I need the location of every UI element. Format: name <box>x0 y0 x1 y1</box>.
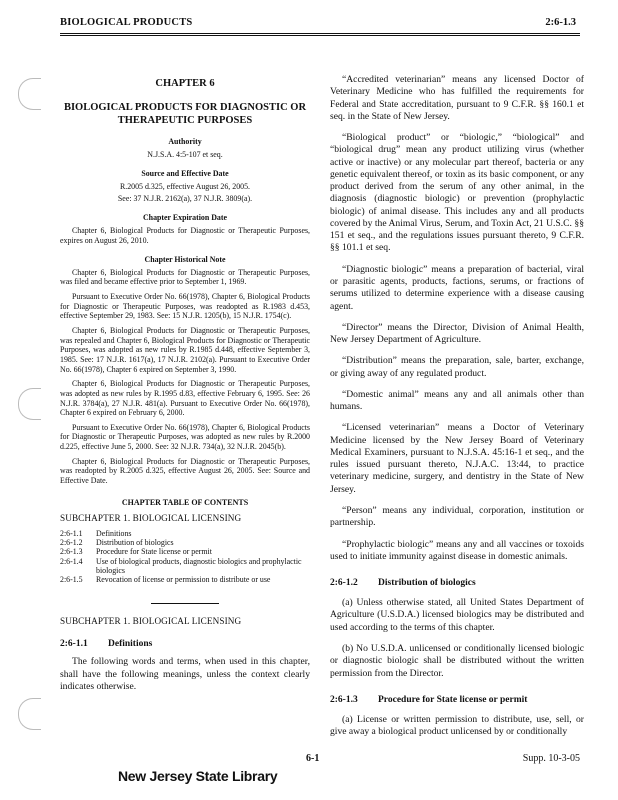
toc-title: CHAPTER TABLE OF CONTENTS <box>121 497 249 507</box>
section-divider <box>151 603 219 604</box>
page-number: 6-1 <box>306 753 320 764</box>
history-paragraph: Chapter 6, Biological Products for Diagnostic or Therapeutic Purposes, was repealed and Chapter 6, Biological Products for Diagnostic or Therapeutic Purposes, was adopted as new rules by R.1985 d.448, effective September 3, 1985. See: 17 N.J.R. 1617(a), 17 N.J.R. 2102(a). Pursuant to Executive Order No. 66(1978), Chapter 6 expired on September 3, 1990. <box>60 326 310 374</box>
toc-entry: Procedure for State license or permit <box>96 547 212 557</box>
left-column <box>60 70 310 698</box>
section-text: The following words and terms, when used in this chapter, shall have the following meanings, unless the context clearly indicates otherwise. <box>60 656 310 692</box>
authority-text: N.J.S.A. 4:5-107 et seq. <box>147 149 223 159</box>
section-paragraph: (a) License or written permission to distribute, use, sell, or give away a biological product unlicensed by or conditionally <box>330 713 584 738</box>
section-heading <box>330 577 584 589</box>
library-stamp: New Jersey State Library <box>118 768 278 784</box>
definition-paragraph: “Accredited veterinarian” means any licensed Doctor of Veterinary Medicine who has fulfilled the requirements for Federal and State accreditation, pursuant to 9 C.F.R. §§ 160.1 et seq. in the State of New Jersey. <box>330 74 584 122</box>
definition-paragraph: “Diagnostic biologic” means a preparation of bacterial, viral or parasitic agents, products, factions, serums, or fractions of serums utilized to determine experience with a disease causing agent. <box>330 263 584 312</box>
toc-row <box>60 529 310 538</box>
definition-paragraph: “Director” means the Director, Division of Animal Health, New Jersey Department of Agriculture. <box>330 321 584 346</box>
punch-hole-mark <box>18 78 41 110</box>
header-rule <box>60 33 580 36</box>
toc-number: 2:6-1.1 <box>60 528 83 538</box>
right-column <box>330 74 584 747</box>
punch-hole-mark <box>18 388 41 420</box>
definition-paragraph: “Biological product” or “biologic,” “biological” and “biological drug” mean any product utilizing virus (whether active or inactive) or any molecular part thereof, bacteria or any genetic equivalent thereof, or toxin as its basic component, or any product derived from the serum of any other animal, in the diagnosis (diagnostic biologic) or prevention (prophylactic biologic) of animal disease. This includes any and all products covered by the Animal Virus, Serum, and Toxin Act, 21 U.S.C. §§ 151 et seq., and the regulations issues pursuant thereto, 9 C.F.R. §§ 101.1 et seq. <box>330 132 584 254</box>
expiration-text: Chapter 6, Biological Products for Diagnostic or Therapeutic Purposes, expires on August 26, 2010. <box>60 225 310 245</box>
section-paragraph: (a) Unless otherwise stated, all United States Department of Agriculture (U.S.D.A.) licensed biologics may be distributed and used according to the terms of this chapter. <box>330 597 584 633</box>
toc-number: 2:6-1.5 <box>60 575 83 585</box>
source-heading: Source and Effective Date <box>141 169 229 179</box>
toc-entry: Revocation of license or permission to distribute or use <box>96 575 271 585</box>
section-title: Definitions <box>108 638 153 649</box>
history-paragraph: Chapter 6, Biological Products for Diagnostic or Therapeutic Purposes, was adopted as new rules by R.1995 d.83, effective February 6, 1995. See: 26 N.J.R. 3784(a), 27 N.J.R. 481(a). Pursuant to Executive Order No. 66(1978), Chapter 6 expired on February 6, 2000. <box>60 379 310 418</box>
section-title: Distribution of biologics <box>378 578 476 589</box>
toc-subchapter: SUBCHAPTER 1. BIOLOGICAL LICENSING <box>60 513 242 524</box>
history-paragraph: Pursuant to Executive Order No. 66(1978), Chapter 6, Biological Products for Diagnostic or Therapeutic Purposes, was readopted as R.1983 d.453, effective September 29, 1983. See: 15 N.J.R. 1205(b), 15 N.J.R. 1754(c). <box>60 292 310 321</box>
toc-row <box>60 547 310 556</box>
section-number: 2:6-1.3 <box>330 694 358 705</box>
toc-entry: Use of biological products, diagnostic biologics and prophylactic biologics <box>96 556 302 575</box>
definition-paragraph: “Distribution” means the preparation, sale, barter, exchange, or giving away of any regulated product. <box>330 355 584 379</box>
toc-entry: Distribution of biologics <box>96 537 174 547</box>
section-number: 2:6-1.2 <box>330 578 358 589</box>
definition-paragraph: “Prophylactic biologic” means any and all vaccines or toxoids used to initiate immunity against disease in domestic animals. <box>330 538 584 562</box>
toc-row <box>60 557 310 576</box>
section-number: 2:6-1.1 <box>60 638 88 649</box>
toc-number: 2:6-1.2 <box>60 537 83 547</box>
subchapter-heading: SUBCHAPTER 1. BIOLOGICAL LICENSING <box>60 615 242 626</box>
toc-number: 2:6-1.4 <box>60 556 83 566</box>
history-paragraph: Chapter 6, Biological Products for Diagnostic or Therapeutic Purposes, was filed and became effective prior to September 1, 1969. <box>60 267 310 287</box>
history-paragraph: Pursuant to Executive Order No. 66(1978), Chapter 6, Biological Products for Diagnostic or Therapeutic Purposes, was adopted as new rules by R.2000 d.225, effective June 5, 2000. See: 32 N.J.R. 734(a), 32 N.J.R. 2045(b). <box>60 422 310 452</box>
definition-paragraph: “Licensed veterinarian” means a Doctor of Veterinary Medicine licensed by the New Jersey Board of Veterinary Medical Examiners, pursuant to N.J.S.A. 45:16-1 et seq., and the rules issued pursuant thereto, N.J.A.C. 13:44, to practice veterinary medicine, surgery, and dentistry in the State of New Jersey. <box>330 422 584 495</box>
history-paragraph: Chapter 6, Biological Products for Diagnostic or Therapeutic Purposes, was readopted by R.2005 d.325, effective August 26, 2005. See: Source and Effective Date. <box>60 456 310 485</box>
history-heading: Chapter Historical Note <box>144 255 226 265</box>
expiration-heading: Chapter Expiration Date <box>142 213 228 223</box>
supplement-date: Supp. 10-3-05 <box>522 753 580 764</box>
section-paragraph: (b) No U.S.D.A. unlicensed or conditionally licensed biologic or diagnostic biologic shall be distributed without the written permission from the Director. <box>330 642 584 679</box>
running-header-title: BIOLOGICAL PRODUCTS <box>60 17 193 28</box>
toc-entry: Definitions <box>96 528 132 538</box>
toc-row <box>60 538 310 547</box>
section-heading <box>330 694 584 706</box>
authority-heading: Authority <box>168 137 202 147</box>
punch-hole-mark <box>18 698 41 730</box>
toc-row <box>60 575 310 584</box>
section-title: Procedure for State license or permit <box>378 694 528 705</box>
chapter-title: BIOLOGICAL PRODUCTS FOR DIAGNOSTIC OR THERAPEUTIC PURPOSES <box>63 101 307 126</box>
toc-number: 2:6-1.3 <box>60 547 83 557</box>
toc-table <box>60 529 310 585</box>
source-text: R.2005 d.325, effective August 26, 2005. <box>119 181 251 191</box>
chapter-number: CHAPTER 6 <box>155 78 215 89</box>
running-header-section: 2:6-1.3 <box>545 17 576 28</box>
definition-paragraph: “Person” means any individual, corporation, institution or partnership. <box>330 504 584 529</box>
definition-paragraph: “Domestic animal” means any and all animals other than humans. <box>330 388 584 413</box>
source-citation: See: 37 N.J.R. 2162(a), 37 N.J.R. 3809(a). <box>117 193 253 203</box>
section-heading <box>60 639 310 651</box>
